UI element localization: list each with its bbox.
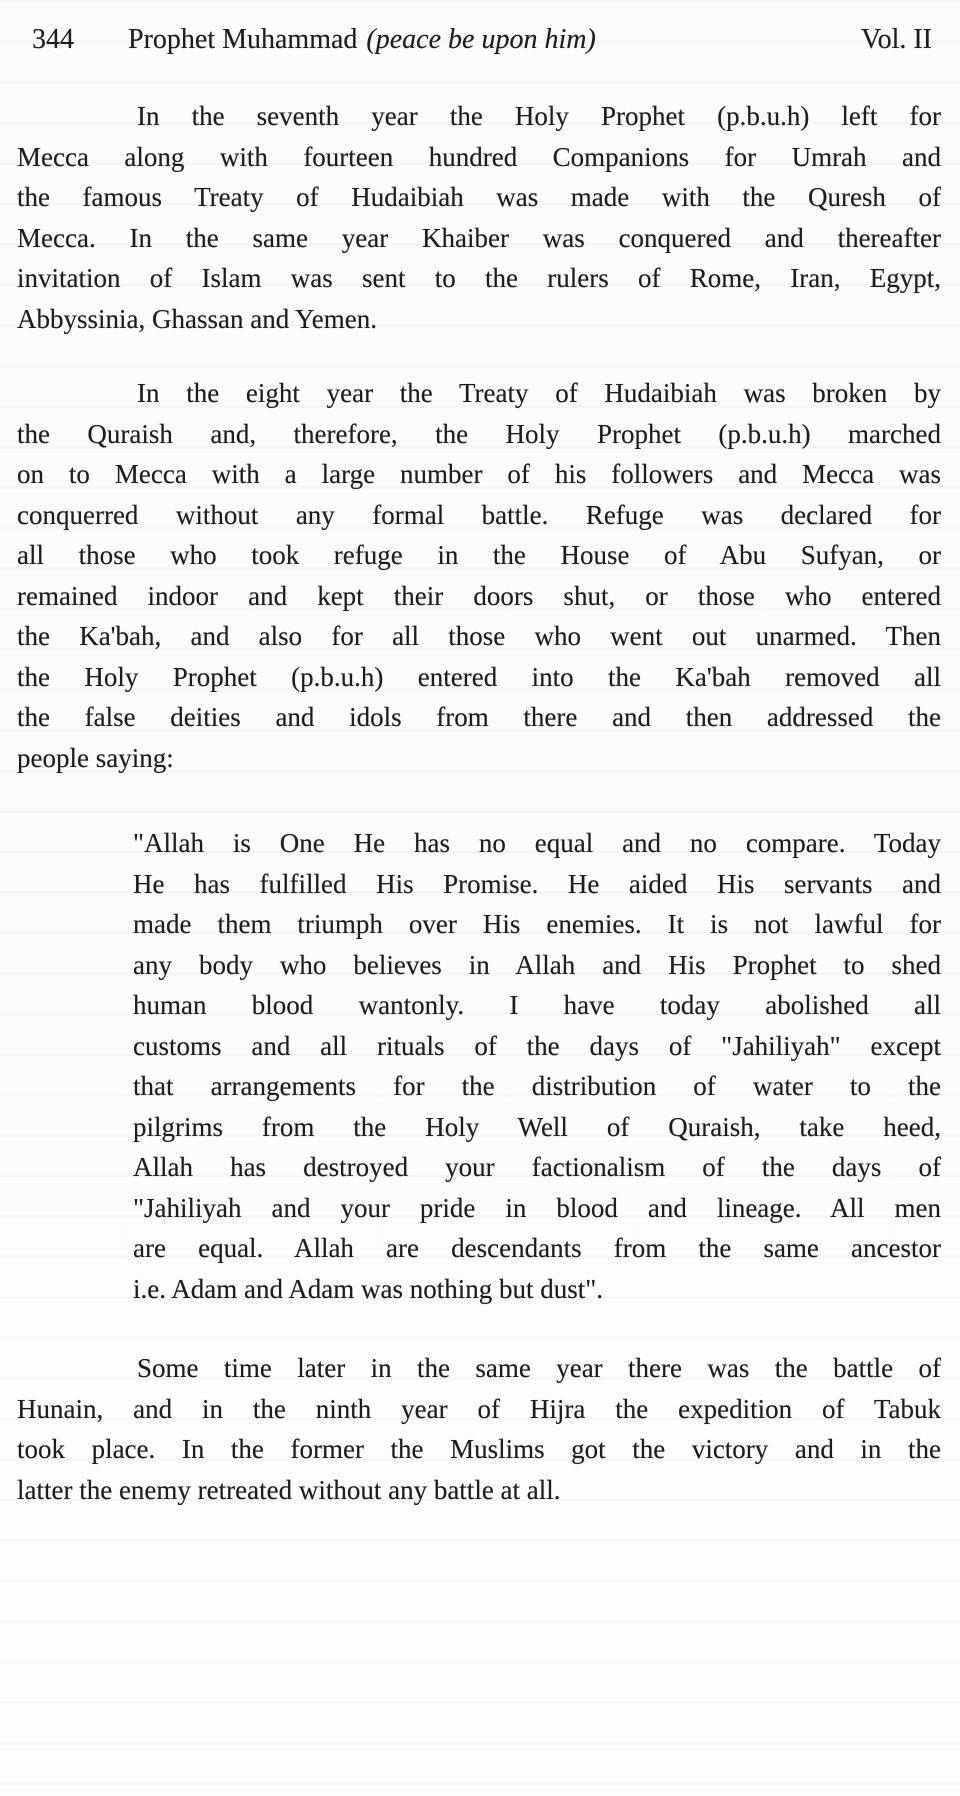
text-line: "Jahiliyah and your pride in blood and lineage. All men <box>133 1192 941 1223</box>
text-line: the false deities and idols from there and then addressed the <box>17 702 941 732</box>
text-line: the Holy Prophet (p.b.u.h) entered into the Ka'bah removed all <box>17 661 941 692</box>
text-line: latter the enemy retreated without any battle at all. <box>17 1474 561 1505</box>
text-line: Mecca along with fourteen hundred Companions for Umrah and <box>17 141 941 172</box>
text-line: He has fulfilled His Promise. He aided His servants and <box>133 868 941 899</box>
text-line: In the eight year the Treaty of Hudaibiah was broken by <box>137 378 941 408</box>
text-line: any body who believes in Allah and His Prophet to shed <box>133 949 941 980</box>
text-line: took place. In the former the Muslims got the victory and in the <box>17 1434 941 1464</box>
text-line: invitation of Islam was sent to the rulers of Rome, Iran, Egypt, <box>17 263 941 293</box>
page-body <box>0 96 960 1510</box>
text-line: people saying: <box>17 742 174 773</box>
paragraph-eighth-year <box>17 373 941 778</box>
text-line: conquerred without any formal battle. Refuge was declared for <box>17 499 941 530</box>
text-line: pilgrims from the Holy Well of Quraish, take heed, <box>133 1111 941 1142</box>
text-line: Mecca. In the same year Khaiber was conquered and thereafter <box>17 222 941 253</box>
text-line: on to Mecca with a large number of his followers and Mecca was <box>17 459 941 489</box>
blockquote-prophet-address <box>133 823 941 1309</box>
volume-label: Vol. II <box>860 24 932 55</box>
paragraph-hunain-tabuk <box>17 1348 941 1510</box>
text-line: the Ka'bah, and also for all those who went out unarmed. Then <box>17 621 941 651</box>
page-header <box>0 0 960 70</box>
text-line: Abbyssinia, Ghassan and Yemen. <box>17 303 377 334</box>
text-line: In the seventh year the Holy Prophet (p.b.u.h) left for <box>137 101 941 131</box>
text-line: human blood wantonly. I have today abolished all <box>133 990 941 1020</box>
text-line: remained indoor and kept their doors shut, or those who entered <box>17 580 941 611</box>
paragraph-seventh-year <box>17 96 941 339</box>
text-line: Allah has destroyed your factionalism of the days of <box>133 1152 941 1182</box>
text-line: Hunain, and in the ninth year of Hijra the expedition of Tabuk <box>17 1393 941 1424</box>
page-number: 344 <box>32 24 74 55</box>
text-line: Some time later in the same year there was the battle of <box>137 1353 941 1383</box>
book-title-honorific: (peace be upon him) <box>366 24 596 55</box>
text-line: made them triumph over His enemies. It is not lawful for <box>133 909 941 939</box>
book-title <box>128 24 596 56</box>
book-title-text: Prophet Muhammad <box>128 24 358 55</box>
text-line: i.e. Adam and Adam was nothing but dust". <box>133 1273 603 1304</box>
text-line: all those who took refuge in the House of Abu Sufyan, or <box>17 540 941 570</box>
text-line: the famous Treaty of Hudaibiah was made with the Quresh of <box>17 182 941 212</box>
text-line: customs and all rituals of the days of "Jahiliyah" except <box>133 1030 941 1061</box>
text-line: "Allah is One He has no equal and no compare. Today <box>133 828 941 858</box>
text-line: are equal. Allah are descendants from the same ancestor <box>133 1233 941 1263</box>
text-line: that arrangements for the distribution of water to the <box>133 1071 941 1101</box>
text-line: the Quraish and, therefore, the Holy Prophet (p.b.u.h) marched <box>17 418 941 449</box>
